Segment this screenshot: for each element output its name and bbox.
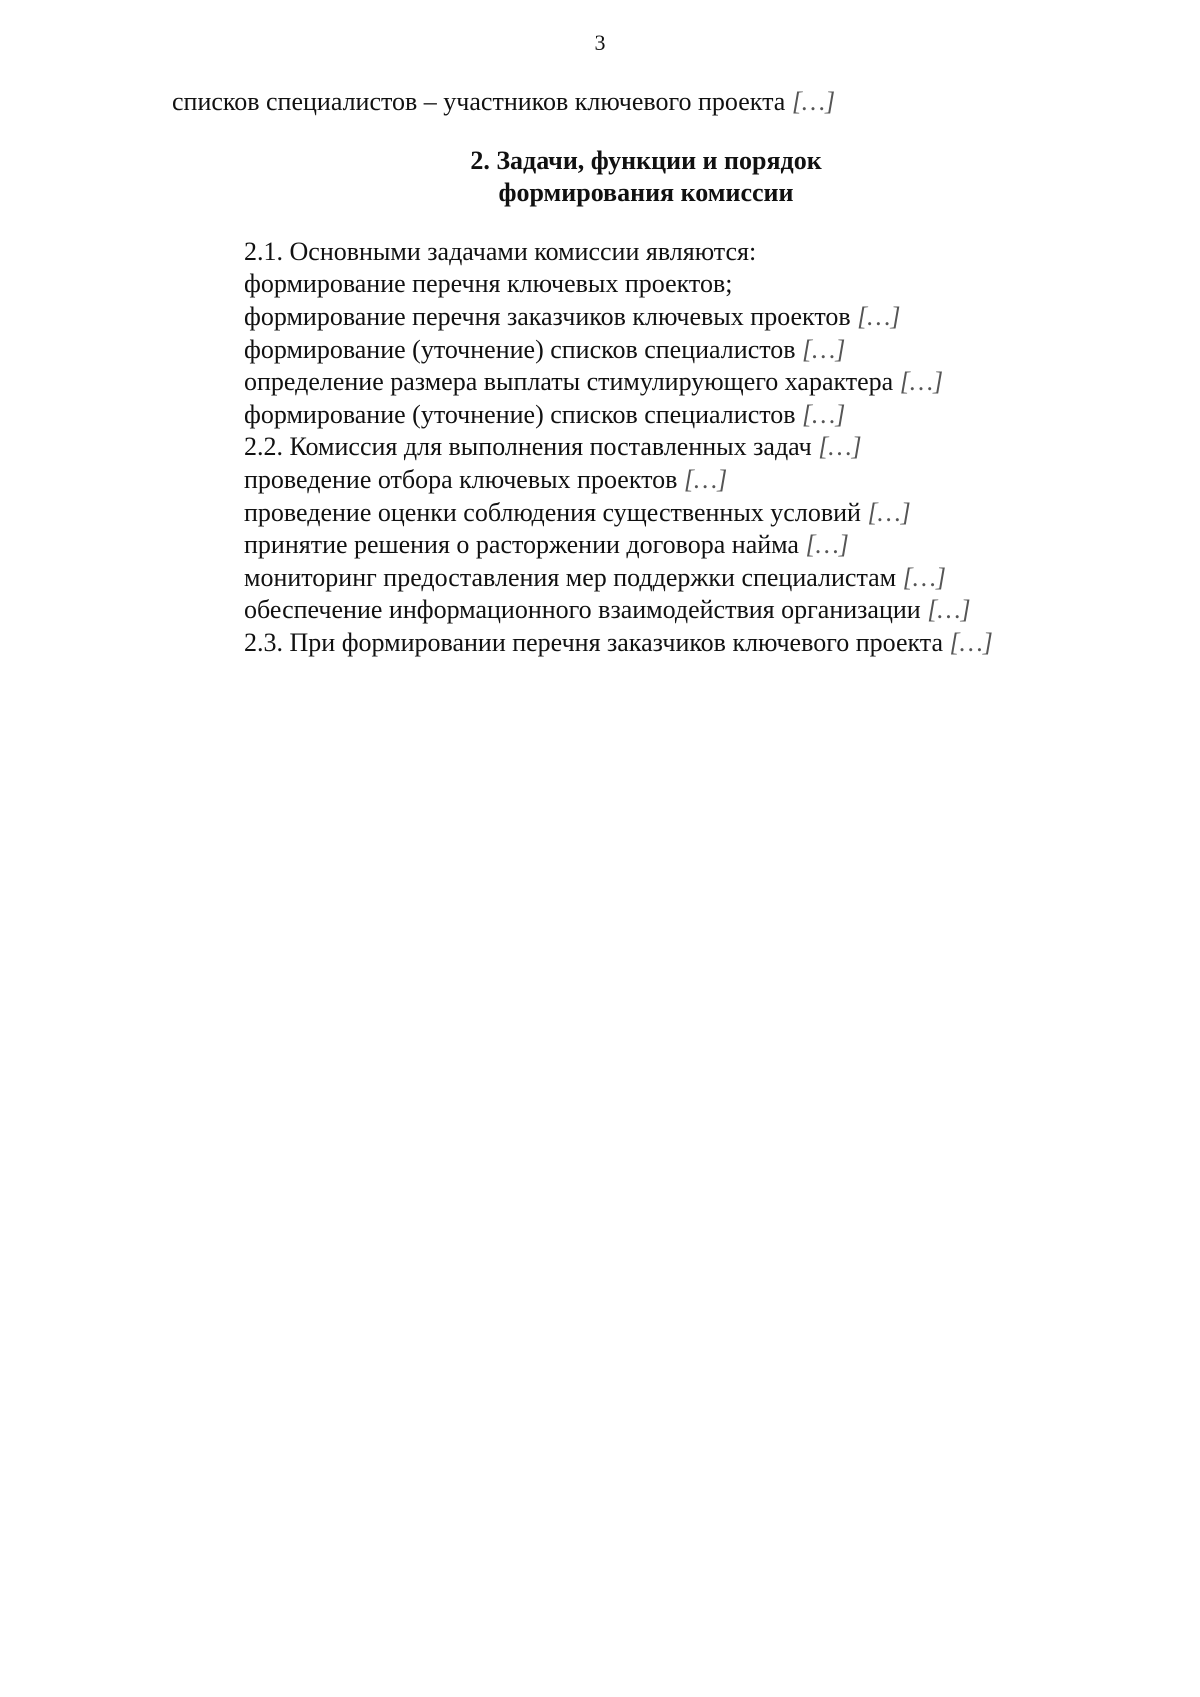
paragraph: [172, 268, 1120, 301]
paragraph-lead: 2.2. Комиссия для выполнения поставленных задач: [244, 432, 812, 462]
paragraph: [172, 431, 1120, 464]
paragraph-lead: принятие решения о расторжении договора найма: [244, 530, 799, 560]
paragraph: [172, 366, 1120, 399]
paragraph: [172, 594, 1120, 627]
paragraph-lead: формирование (уточнение) списков специалистов: [244, 334, 796, 364]
paragraph-lead: 2.3. При формировании перечня заказчиков ключевого проекта: [244, 627, 943, 657]
paragraph-lead: формирование (уточнение) списков специалистов: [244, 399, 796, 429]
paragraph-rest: […]: [867, 497, 911, 527]
paragraph-rest: […]: [802, 399, 846, 429]
paragraph-rest: […]: [802, 334, 846, 364]
paragraph: [172, 399, 1120, 432]
paragraph: [172, 86, 1120, 119]
paragraph: [172, 334, 1120, 367]
document-body: [172, 86, 1120, 660]
paragraph-rest: […]: [683, 464, 728, 494]
paragraph-lead: 2.1. Основными задачами комиссии являются:: [244, 236, 757, 266]
paragraph-lead: обеспечение информационного взаимодействия организации: [244, 595, 921, 625]
paragraph: [172, 301, 1120, 334]
paragraph-rest: […]: [927, 595, 971, 625]
paragraph-rest: […]: [902, 562, 946, 592]
paragraph-lead: формирование перечня заказчиков ключевых проектов: [244, 301, 851, 331]
paragraph: [172, 562, 1120, 595]
section-heading: [172, 145, 1120, 210]
paragraph: [172, 236, 1120, 269]
paragraph-lead: формирование перечня ключевых проектов;: [244, 269, 733, 299]
page-number: 3: [594, 30, 606, 55]
paragraph-lead: мониторинг предоставления мер поддержки специалистам: [244, 562, 897, 592]
paragraph-rest: […]: [791, 87, 836, 116]
paragraph: [172, 464, 1120, 497]
section-heading-line-2: формирования комиссии: [498, 178, 794, 208]
paragraph-rest: […]: [899, 367, 944, 397]
paragraph-lead: проведение оценки соблюдения существенных условий: [244, 497, 861, 527]
paragraph-list: [172, 236, 1120, 660]
paragraph-lead: определение размера выплаты стимулирующего характера: [244, 367, 894, 397]
paragraph-lead: проведение отбора ключевых проектов: [244, 464, 678, 494]
paragraph: [172, 627, 1120, 660]
paragraph-rest: […]: [949, 627, 993, 657]
paragraph-rest: […]: [818, 432, 862, 462]
paragraph: [172, 497, 1120, 530]
paragraph: [172, 529, 1120, 562]
paragraph-rest: […]: [857, 301, 901, 331]
section-heading-line-1: 2. Задачи, функции и порядок: [470, 145, 822, 175]
paragraph-lead: списков специалистов – участников ключевого проекта: [172, 87, 786, 116]
paragraph-rest: […]: [805, 530, 849, 560]
